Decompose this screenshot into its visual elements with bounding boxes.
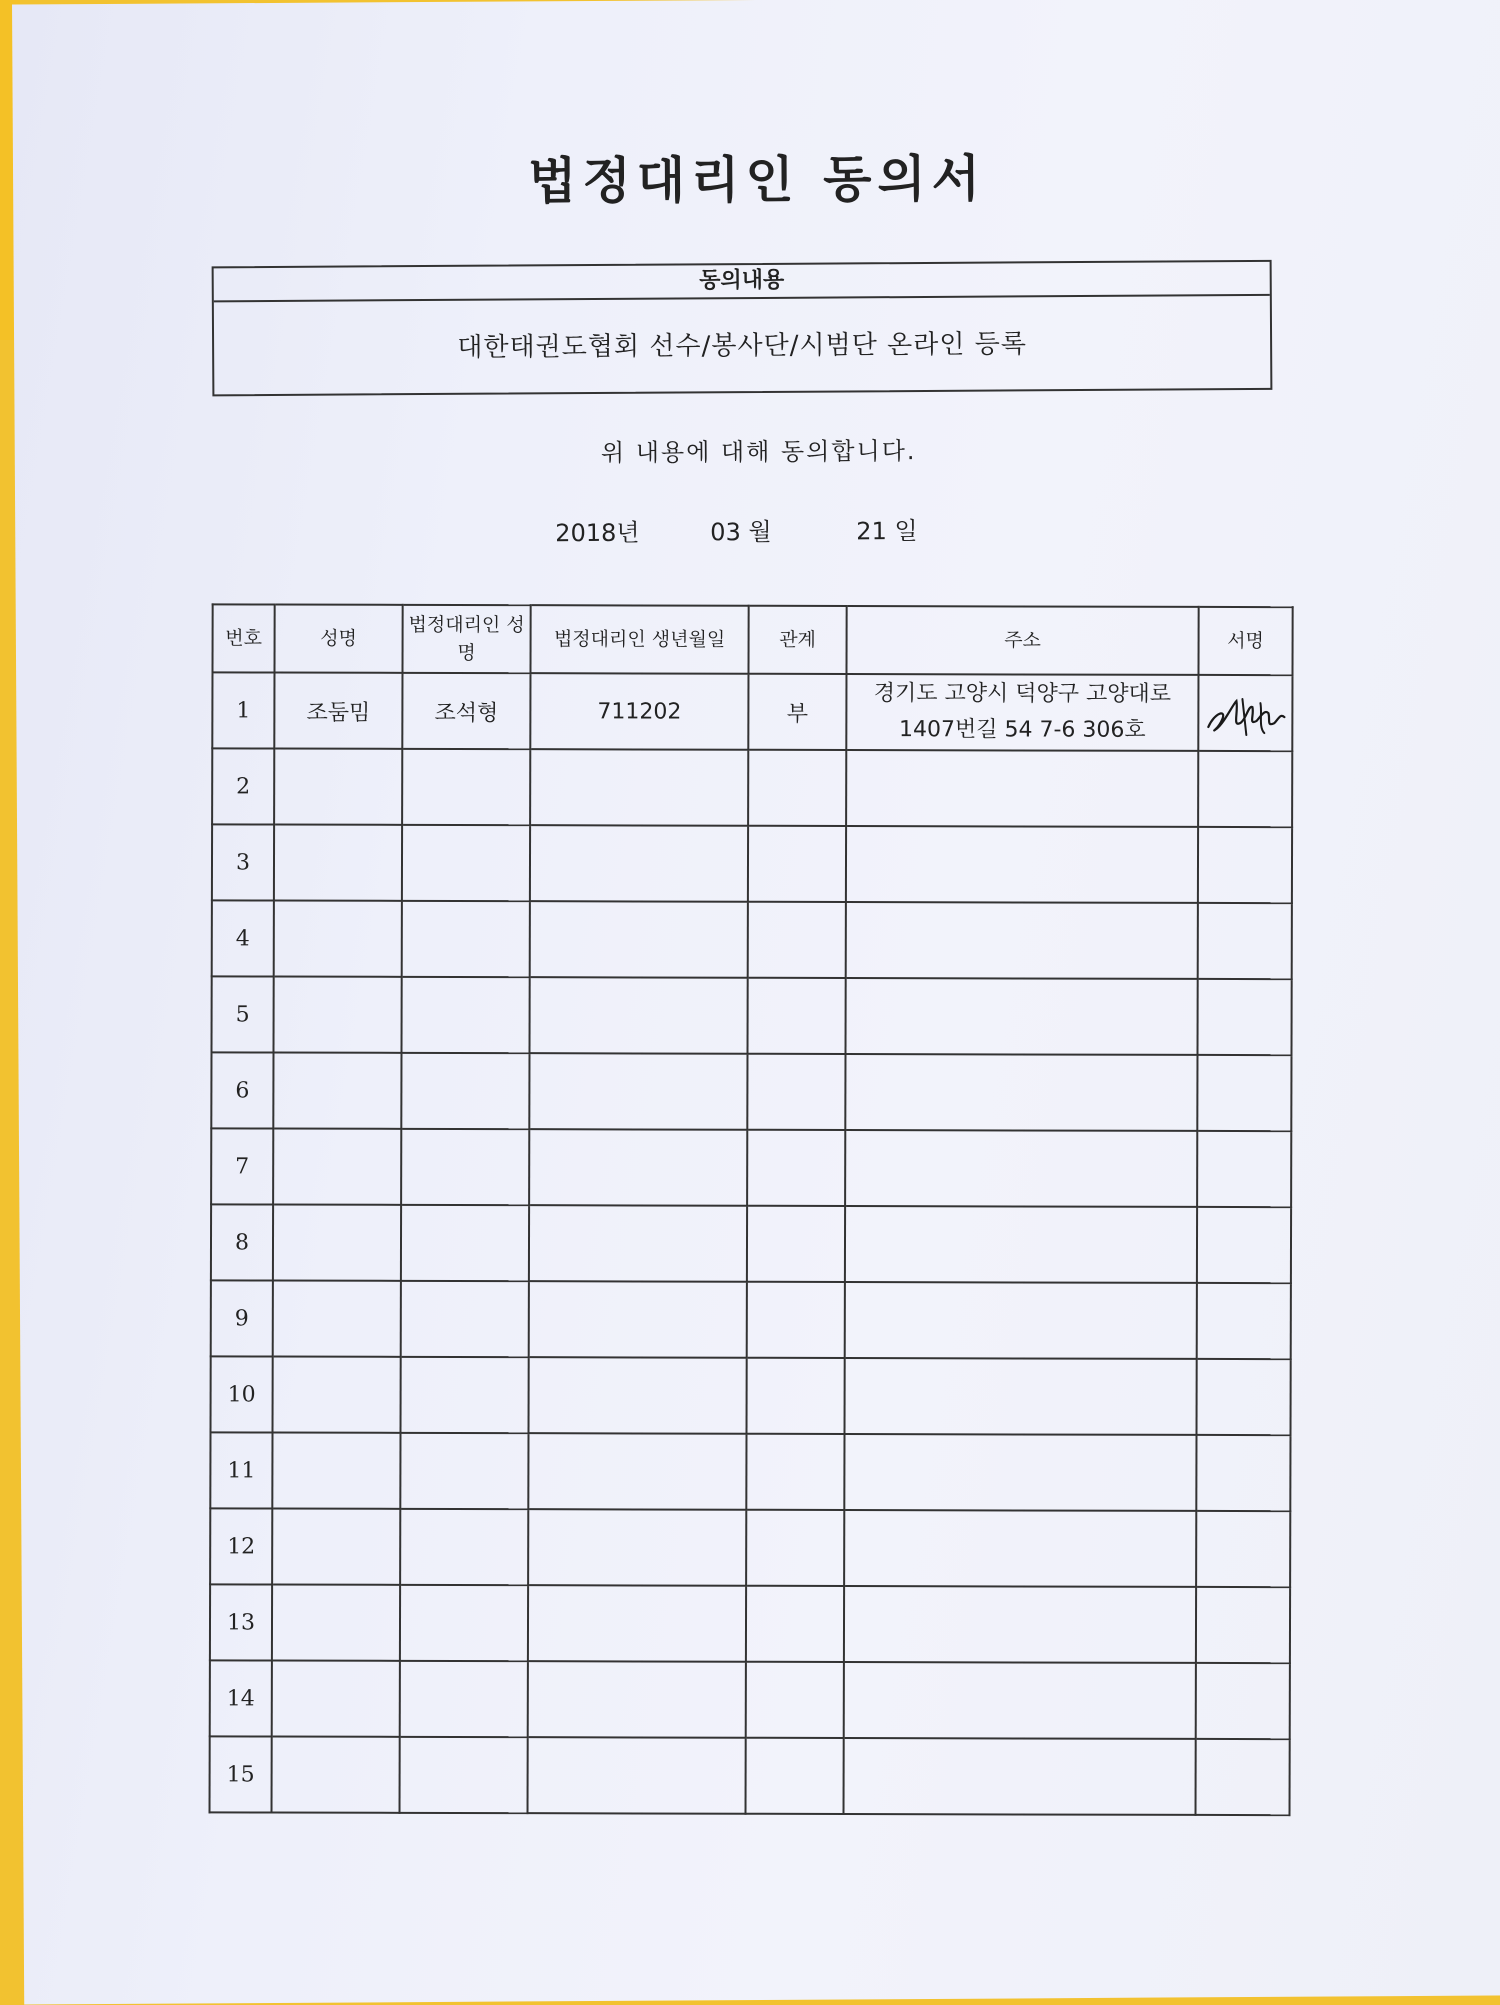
guardian-birthdate — [528, 1737, 746, 1814]
address — [844, 1510, 1196, 1587]
guardian-birthdate — [529, 977, 747, 1054]
student-name — [272, 1508, 400, 1584]
address — [845, 1282, 1197, 1359]
relation — [746, 1510, 844, 1586]
signature-cell — [1196, 1511, 1290, 1587]
row-number: 12 — [210, 1508, 272, 1584]
consent-content-box — [212, 260, 1273, 396]
address — [845, 1054, 1197, 1131]
address — [845, 1130, 1197, 1207]
relation — [747, 978, 845, 1054]
header-num: 번호 — [212, 604, 274, 672]
table-row — [210, 1660, 1290, 1739]
table-row — [211, 976, 1291, 1055]
table-row — [212, 824, 1292, 903]
relation — [748, 902, 846, 978]
guardian-name — [402, 901, 530, 977]
guardian-name — [401, 1053, 529, 1129]
guardian-birthdate — [530, 825, 748, 902]
guardian-birthdate — [529, 1053, 747, 1130]
date-year: 2018년 — [555, 518, 640, 548]
address: 경기도 고양시 덕양구 고양대로 1407번길 54 7-6 306호 — [846, 674, 1198, 751]
row-number: 8 — [211, 1204, 273, 1280]
row-number: 9 — [211, 1280, 273, 1356]
row-number: 5 — [211, 976, 273, 1052]
header-relation: 관계 — [748, 606, 846, 674]
student-name — [273, 1204, 401, 1280]
address — [845, 978, 1197, 1055]
signature-cell — [1196, 1663, 1290, 1739]
address — [845, 1358, 1197, 1435]
signature-cell — [1196, 1739, 1290, 1815]
guardian-name — [400, 1585, 528, 1661]
guardian-name — [401, 1357, 529, 1433]
roster-table — [209, 603, 1294, 1816]
table-row — [210, 1736, 1290, 1815]
row-number: 15 — [210, 1736, 272, 1812]
header-guardian-birth: 법정대리인 생년월일 — [530, 605, 748, 674]
guardian-name — [400, 1433, 528, 1509]
signature-cell — [1197, 1359, 1291, 1435]
row-number: 10 — [211, 1356, 273, 1432]
header-guardian-name: 법정대리인 성명 — [402, 605, 530, 673]
signature-cell — [1197, 1055, 1291, 1131]
signature-cell — [1198, 827, 1292, 903]
table-row — [211, 1280, 1291, 1359]
signature-cell — [1198, 751, 1292, 827]
signature-cell — [1198, 903, 1292, 979]
student-name — [273, 1052, 401, 1128]
row-number: 4 — [212, 900, 274, 976]
relation — [747, 1130, 845, 1206]
guardian-birthdate: 711202 — [530, 673, 748, 750]
address — [845, 1206, 1197, 1283]
agreement-statement: 위 내용에 대해 동의합니다. — [600, 437, 917, 467]
guardian-name — [402, 825, 530, 901]
header-address: 주소 — [846, 606, 1198, 675]
date-day: 21 일 — [856, 517, 918, 546]
address — [846, 750, 1198, 827]
student-name — [274, 825, 402, 901]
table-row — [210, 1584, 1290, 1663]
row-number: 2 — [212, 748, 274, 824]
handwritten-signature — [1202, 683, 1288, 743]
relation — [746, 1738, 844, 1814]
guardian-birthdate — [530, 749, 748, 826]
row-number: 6 — [211, 1052, 273, 1128]
guardian-birthdate — [528, 1585, 746, 1662]
signature-cell — [1197, 979, 1291, 1055]
guardian-birthdate — [529, 1205, 747, 1282]
table-row — [211, 1128, 1291, 1207]
student-name — [273, 977, 401, 1053]
student-name — [273, 1128, 401, 1204]
address — [846, 902, 1198, 979]
page-title: 법정대리인 동의서 — [528, 149, 987, 211]
guardian-name — [400, 1509, 528, 1585]
student-name: 조둠밈 — [274, 673, 402, 749]
relation — [746, 1434, 844, 1510]
table-row — [211, 1052, 1291, 1131]
header-name: 성명 — [274, 605, 402, 673]
address — [846, 826, 1198, 903]
guardian-birthdate — [529, 1357, 747, 1434]
row-number: 1 — [212, 672, 274, 748]
guardian-name: 조석형 — [402, 673, 530, 749]
guardian-birthdate — [528, 1661, 746, 1738]
relation — [747, 1282, 845, 1358]
address — [844, 1434, 1196, 1511]
row-number: 13 — [210, 1584, 272, 1660]
header-signature: 서명 — [1198, 607, 1292, 675]
student-name — [274, 901, 402, 977]
table-row — [210, 1508, 1290, 1587]
signature-cell — [1197, 1283, 1291, 1359]
table-row — [212, 672, 1292, 751]
guardian-name — [402, 749, 530, 825]
consent-header: 동의내용 — [214, 262, 1270, 302]
student-name — [273, 1280, 401, 1356]
relation — [748, 750, 846, 826]
guardian-name — [401, 1129, 529, 1205]
guardian-name — [401, 977, 529, 1053]
address — [844, 1662, 1196, 1739]
guardian-name — [400, 1661, 528, 1737]
student-name — [272, 1584, 400, 1660]
roster-table-wrap — [209, 603, 1294, 1816]
table-row — [211, 1356, 1291, 1435]
guardian-name — [400, 1737, 528, 1813]
relation — [747, 1206, 845, 1282]
guardian-birthdate — [528, 1433, 746, 1510]
relation — [746, 1586, 844, 1662]
address — [844, 1738, 1196, 1815]
consent-form-paper — [12, 0, 1500, 2005]
signature-cell — [1197, 1207, 1291, 1283]
student-name — [272, 1736, 400, 1812]
signature-cell — [1198, 675, 1292, 751]
row-number: 7 — [211, 1128, 273, 1204]
date-month: 03 월 — [710, 517, 772, 547]
guardian-name — [401, 1205, 529, 1281]
table-row — [212, 900, 1292, 979]
guardian-birthdate — [528, 1509, 746, 1586]
relation: 부 — [748, 674, 846, 750]
table-row — [212, 748, 1292, 827]
relation — [747, 1358, 845, 1434]
row-number: 11 — [210, 1432, 272, 1508]
relation — [748, 826, 846, 902]
address — [844, 1586, 1196, 1663]
relation — [746, 1662, 844, 1738]
student-name — [272, 1432, 400, 1508]
relation — [747, 1054, 845, 1130]
signature-cell — [1196, 1435, 1290, 1511]
guardian-birthdate — [530, 901, 748, 978]
table-row — [211, 1204, 1291, 1283]
consent-text: 대한태권도협회 선수/봉사단/시범단 온라인 등록 — [457, 329, 1028, 363]
student-name — [274, 749, 402, 825]
student-name — [273, 1356, 401, 1432]
guardian-birthdate — [529, 1281, 747, 1358]
student-name — [272, 1660, 400, 1736]
signature-cell — [1196, 1587, 1290, 1663]
date-line — [555, 511, 918, 548]
row-number: 14 — [210, 1660, 272, 1736]
guardian-birthdate — [529, 1129, 747, 1206]
row-number: 3 — [212, 824, 274, 900]
table-row — [210, 1432, 1290, 1511]
table-header-row — [212, 604, 1292, 675]
guardian-name — [401, 1281, 529, 1357]
signature-cell — [1197, 1131, 1291, 1207]
